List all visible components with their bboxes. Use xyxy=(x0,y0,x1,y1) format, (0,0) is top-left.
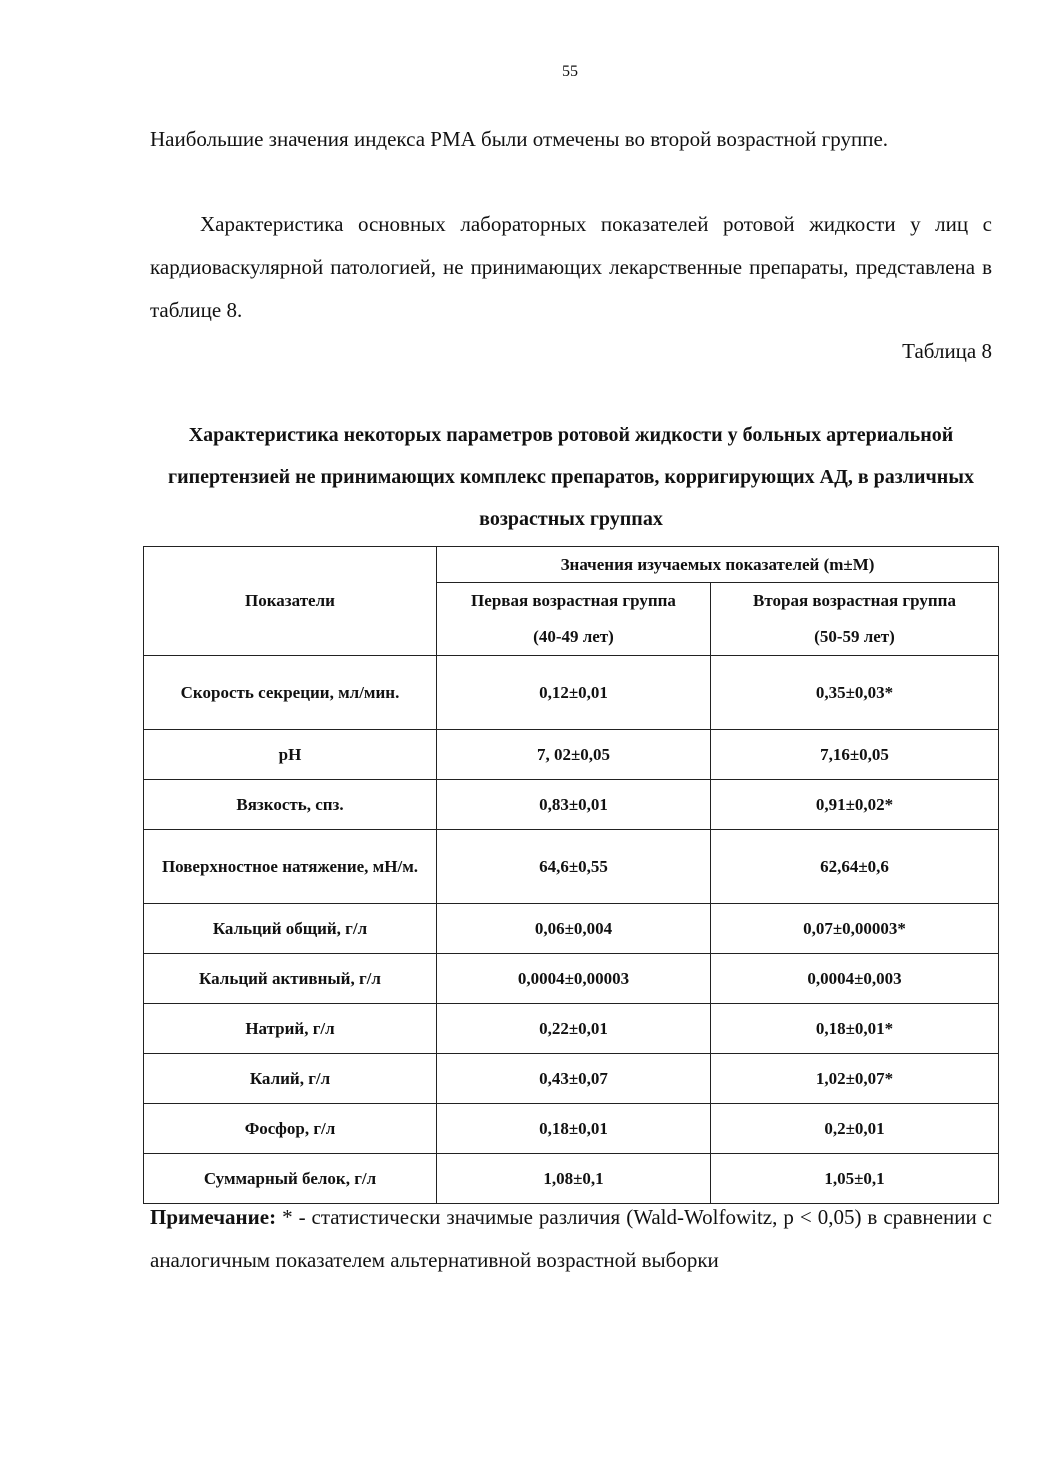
row-group-1-value: 0,0004±0,00003 xyxy=(437,954,711,1004)
data-table xyxy=(143,546,999,1204)
header-group-1 xyxy=(437,583,711,656)
table-row xyxy=(144,1104,999,1154)
table-row xyxy=(144,780,999,830)
table-row xyxy=(144,1004,999,1054)
table-row xyxy=(144,830,999,904)
paragraph-rma: Наибольшие значения индекса РМА были отмечены во второй возрастной группе. xyxy=(150,127,889,151)
row-group-1-value: 64,6±0,55 xyxy=(437,830,711,904)
table-row xyxy=(144,656,999,730)
note-label: Примечание: xyxy=(150,1205,277,1229)
row-name: Скорость секреции, мл/мин. xyxy=(144,656,437,730)
row-group-2-value: 0,2±0,01 xyxy=(711,1104,999,1154)
row-name: Фосфор, г/л xyxy=(144,1104,437,1154)
row-name: Вязкость, спз. xyxy=(144,780,437,830)
table-note xyxy=(150,1196,992,1282)
row-name: Кальций общий, г/л xyxy=(144,904,437,954)
row-group-2-value: 7,16±0,05 xyxy=(711,730,999,780)
row-name: Калий, г/л xyxy=(144,1054,437,1104)
table-row xyxy=(144,904,999,954)
row-group-2-value: 1,02±0,07* xyxy=(711,1054,999,1104)
row-group-2-value: 62,64±0,6 xyxy=(711,830,999,904)
row-name: Суммарный белок, г/л xyxy=(144,1154,437,1204)
table-row xyxy=(144,730,999,780)
row-group-1-value: 0,22±0,01 xyxy=(437,1004,711,1054)
page-number: 55 xyxy=(562,63,578,80)
row-group-2-value: 0,07±0,00003* xyxy=(711,904,999,954)
header-values: Значения изучаемых показателей (m±M) xyxy=(437,547,999,583)
row-name: Натрий, г/л xyxy=(144,1004,437,1054)
row-name: pH xyxy=(144,730,437,780)
table-row xyxy=(144,954,999,1004)
row-group-2-value: 0,35±0,03* xyxy=(711,656,999,730)
paragraph-intro-table: Характеристика основных лабораторных показателей ротовой жидкости у лиц с кардиоваскулярной патологией, не принимающих лекарственные препараты, представлена в таблице 8. xyxy=(150,212,992,322)
row-group-2-value: 0,0004±0,003 xyxy=(711,954,999,1004)
row-group-1-value: 0,43±0,07 xyxy=(437,1054,711,1104)
row-group-1-value: 0,06±0,004 xyxy=(437,904,711,954)
header-group-1-age: (40-49 лет) xyxy=(533,627,614,646)
header-indicators: Показатели xyxy=(144,547,437,656)
row-group-2-value: 0,18±0,01* xyxy=(711,1004,999,1054)
row-group-1-value: 0,12±0,01 xyxy=(437,656,711,730)
header-group-1-title: Первая возрастная группа xyxy=(471,591,676,610)
note-text: * - статистически значимые различия (Wald-Wolfowitz, p < 0,05) в сравнении с аналогичным показателем альтернативной возрастной выборки xyxy=(150,1205,992,1272)
row-name: Кальций активный, г/л xyxy=(144,954,437,1004)
row-group-1-value: 7, 02±0,05 xyxy=(437,730,711,780)
row-name: Поверхностное натяжение, мН/м. xyxy=(144,830,437,904)
row-group-1-value: 0,83±0,01 xyxy=(437,780,711,830)
row-group-2-value: 0,91±0,02* xyxy=(711,780,999,830)
header-group-2-age: (50-59 лет) xyxy=(814,627,895,646)
row-group-1-value: 1,08±0,1 xyxy=(437,1154,711,1204)
header-group-2-title: Вторая возрастная группа xyxy=(753,591,956,610)
header-group-2 xyxy=(711,583,999,656)
table-title: Характеристика некоторых параметров ротовой жидкости у больных артериальной гипертензией не принимающих комплекс препаратов, корригирующих АД, в различных возрастных группах xyxy=(168,424,974,530)
row-group-1-value: 0,18±0,01 xyxy=(437,1104,711,1154)
table-label: Таблица 8 xyxy=(902,339,992,363)
table-row xyxy=(144,1054,999,1104)
row-group-2-value: 1,05±0,1 xyxy=(711,1154,999,1204)
